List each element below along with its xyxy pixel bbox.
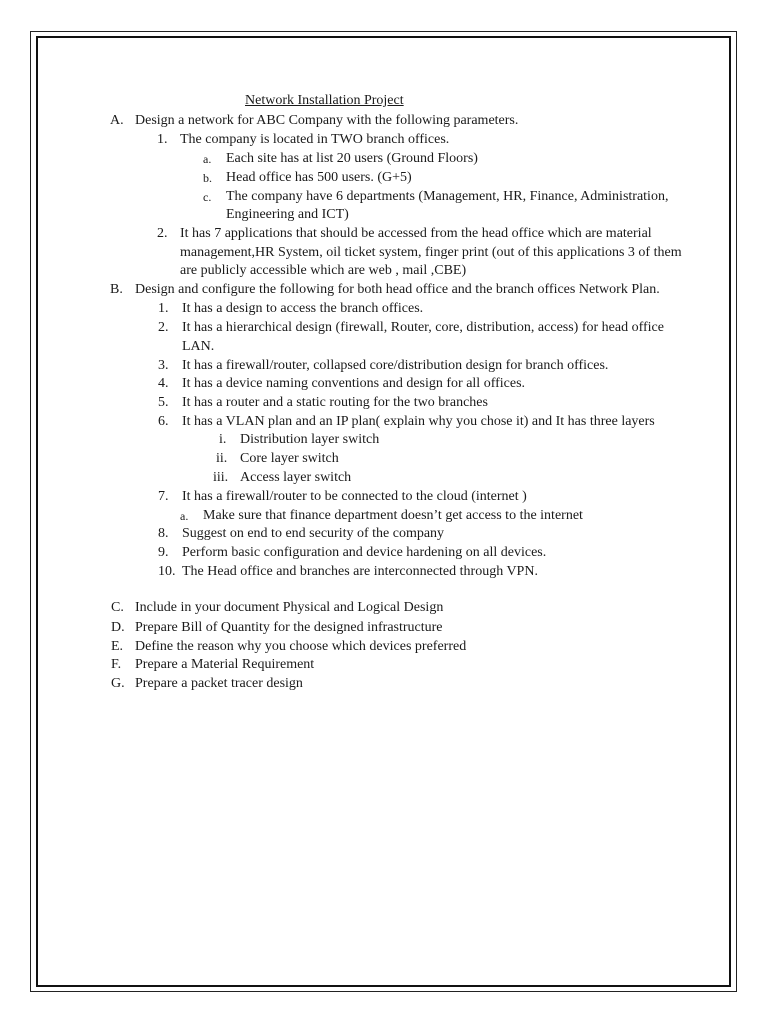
document-title: Network Installation Project [245, 93, 404, 108]
list-item-c: Include in your document Physical and Logical Design [135, 600, 444, 615]
list-item-a1b: Head office has 500 users. (G+5) [226, 170, 412, 185]
list-marker: i. [219, 432, 227, 447]
list-marker: 8. [158, 526, 169, 541]
list-marker: 1. [158, 301, 169, 316]
list-item-b7: It has a firewall/router to be connected to the cloud (internet ) [182, 489, 527, 504]
list-item-d: Prepare Bill of Quantity for the designed infrastructure [135, 620, 443, 635]
list-item-b6: It has a VLAN plan and an IP plan( explain why you chose it) and It has three layers [182, 414, 655, 429]
list-marker: C. [111, 600, 124, 615]
list-item-b9: Perform basic configuration and device hardening on all devices. [182, 545, 547, 560]
list-item-a1c-line1: The company have 6 departments (Management, HR, Finance, Administration, [226, 189, 669, 204]
list-marker: 3. [158, 358, 169, 373]
list-item-a2-line1: It has 7 applications that should be accessed from the head office which are material [180, 226, 652, 241]
list-item-a1: The company is located in TWO branch offices. [180, 132, 450, 147]
list-item-b: Design and configure the following for both head office and the branch offices Network Plan. [135, 282, 660, 297]
list-marker: G. [111, 676, 125, 691]
list-item-e: Define the reason why you choose which devices preferred [135, 639, 467, 654]
list-marker: 4. [158, 376, 169, 391]
list-item-b7a: Make sure that finance department doesn’t get access to the internet [203, 508, 583, 523]
list-marker: A. [110, 113, 124, 128]
list-marker: E. [111, 639, 124, 654]
list-marker: D. [111, 620, 125, 635]
list-marker: 5. [158, 395, 169, 410]
list-marker: 2. [158, 320, 169, 335]
list-marker: 10. [158, 564, 176, 579]
list-marker: ii. [216, 451, 228, 466]
list-marker: 7. [158, 489, 169, 504]
list-item-g: Prepare a packet tracer design [135, 676, 303, 691]
list-marker: a. [203, 152, 212, 166]
list-item-a2-line3: are publicly accessible which are web , mail ,CBE) [180, 263, 467, 278]
list-item-a: Design a network for ABC Company with the following parameters. [135, 113, 519, 128]
list-marker: B. [110, 282, 123, 297]
list-item-b2-line1: It has a hierarchical design (firewall, Router, core, distribution, access) for head office [182, 320, 664, 335]
list-item-b6i: Distribution layer switch [240, 432, 380, 447]
list-item-b3: It has a firewall/router, collapsed core/distribution design for branch offices. [182, 358, 609, 373]
list-marker: iii. [213, 470, 229, 485]
list-item-b2-line2: LAN. [182, 339, 215, 354]
list-marker: 1. [157, 132, 168, 147]
list-marker: b. [203, 171, 212, 185]
list-item-b8: Suggest on end to end security of the company [182, 526, 445, 541]
list-marker: 6. [158, 414, 169, 429]
list-item-a1a: Each site has at list 20 users (Ground Floors) [226, 151, 478, 166]
list-marker: F. [111, 657, 122, 672]
list-item-f: Prepare a Material Requirement [135, 657, 315, 672]
list-item-b4: It has a device naming conventions and design for all offices. [182, 376, 526, 391]
list-marker: a. [180, 509, 189, 523]
list-item-b6iii: Access layer switch [240, 470, 352, 485]
list-marker: 9. [158, 545, 169, 560]
list-item-b6ii: Core layer switch [240, 451, 339, 466]
list-item-b10: The Head office and branches are interconnected through VPN. [182, 564, 538, 579]
list-marker: 2. [157, 226, 168, 241]
list-marker: c. [203, 190, 212, 204]
list-item-a2-line2: management,HR System, oil ticket system, finger print (out of this applications 3 of them [180, 245, 682, 260]
list-item-b1: It has a design to access the branch offices. [182, 301, 424, 316]
list-item-a1c-line2: Engineering and ICT) [226, 207, 349, 222]
list-item-b5: It has a router and a static routing for the two branches [182, 395, 488, 410]
